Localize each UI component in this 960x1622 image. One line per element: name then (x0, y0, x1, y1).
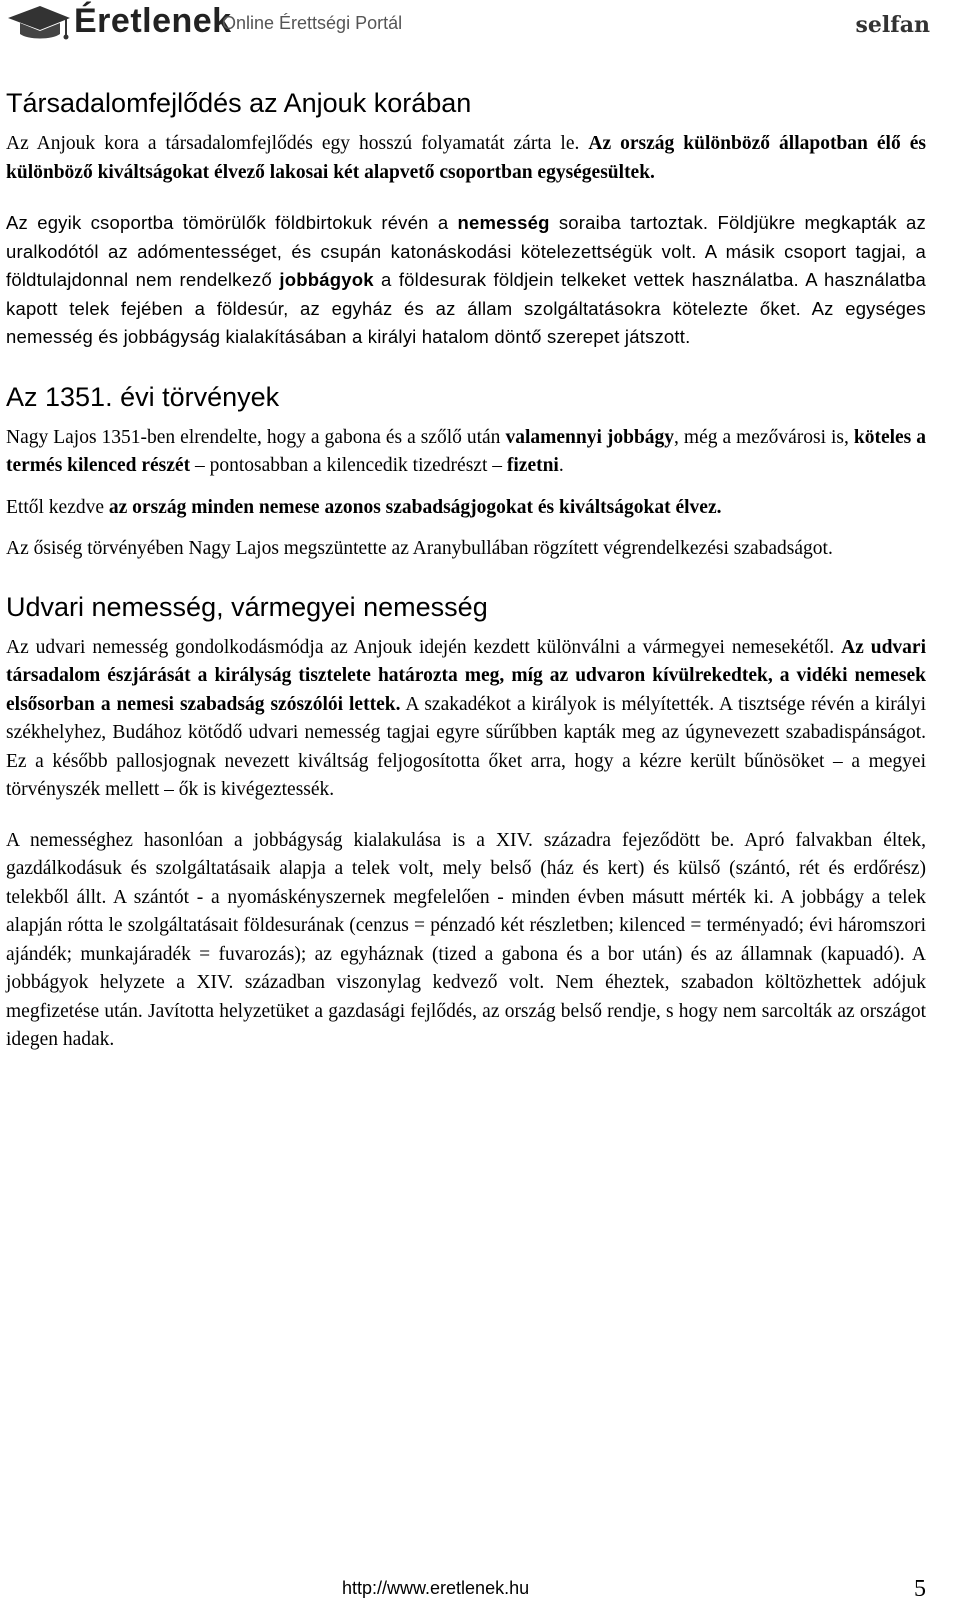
paragraph: Az Anjouk kora a társadalomfejlődés egy hosszú folyamatát zárta le. Az ország különböző állapotban élő és különböző kiváltságokat élvező lakosai két alapvető csoportban egységesültek. (6, 133, 926, 183)
section-title: Az 1351. évi törvények (6, 381, 280, 412)
section-title: Udvari nemesség, vármegyei nemesség (6, 591, 488, 622)
paragraph: Ettől kezdve az ország minden nemese azonos szabadságjogokat és kiváltságokat élvez. (6, 496, 722, 518)
paragraph: Az udvari nemesség gondolkodásmódja az Anjouk idején kezdett különválni a vármegyei nemesekétől. Az udvari társadalom észjárását a királyság tisztelete határozta meg, míg az udvaron kívülrekedtek, a vidéki nemesek elsősorban a nemesi szabadság szószólói lettek. A szakadékot a királyok is mélyítették. A tisztsége révén a királyi székhelyhez, Budához kötődő udvari nemesség tagjai egyre sűrűbben kapták meg az úgynevezett szabadispánságot. Ez a később pallosjognak nevezett kiváltság feljogosította őket arra, hogy a kézre került bűnösöket – a megyei törvényszék mellett – ők is kivégeztessék. (6, 636, 927, 800)
document-body (6, 86, 926, 1068)
paragraph: Nagy Lajos 1351-ben elrendelte, hogy a gabona és a szőlő után valamennyi jobbágy, még a mezővárosi is, köteles a termés kilenced részét – pontosabban a kilencedik tizedrészt – fizetni. (6, 426, 927, 476)
page-header (0, 0, 960, 60)
brand-name: Éretlenek (74, 2, 232, 40)
section-title: Társadalomfejlődés az Anjouk korában (6, 88, 472, 118)
brand-tagline: Online Érettségi Portál (222, 13, 403, 33)
paragraph: Az ősiség törvényében Nagy Lajos megszüntette az Aranybullában rögzített végrendelkezési szabadságot. (6, 538, 833, 559)
paragraph: A nemességhez hasonlóan a jobbágyság kialakulása is a XIV. századra fejeződött be. Apró falvakban éltek, gazdálkodásuk és szolgáltatásaik alapja a telek volt, mely belső (ház és kert) és külső (szántó, rét és erdőrész) telekből állt. A szántót - a nyomáskényszernek megfelelően - minden évben másutt mérték ki. A jobbágy a telek alapján rótta le szolgáltatásait földesurának (cenzus = pénzadó két részletben; kilenced = terményadó; évi háromszori ajándék; munkajáradék = fuvarozás); az egyháznak (tized a gabona és a bor után) és az államnak (kapuadó). A jobbágyok helyzete a XIV. században viszonylag kedvező volt. Nem éheztek, szabadon költözhettek adójuk megfizetése után. Javította helyzetüket a gazdasági fejlődés, az ország belső rendje, s hogy nem sarcolták az országot idegen hadak. (6, 829, 926, 1050)
partner-logo: selfan (855, 12, 930, 38)
paragraph: Az egyik csoportba tömörülők földbirtokuk révén a nemesség soraiba tartoztak. Földjükre megkapták az uralkodótól az adómentességet, és csupán katonáskodási kötelezettségük volt. A másik csoport tagjai, a földtulajdonnal nem rendelkező jobbágyok a földesurak földjein telkeket vettek használatba. A használatba kapott telek fejében a földesúr, az egyház és az állam szolgáltatásokra kötelezte őket. Az egységes nemesség és jobbágyság kialakításában a királyi hatalom döntő szerepet játszott. (6, 212, 926, 347)
page-number: 5 (914, 1576, 926, 1602)
footer-url[interactable]: http://www.eretlenek.hu (342, 1578, 530, 1598)
graduation-cap-icon (6, 4, 72, 44)
